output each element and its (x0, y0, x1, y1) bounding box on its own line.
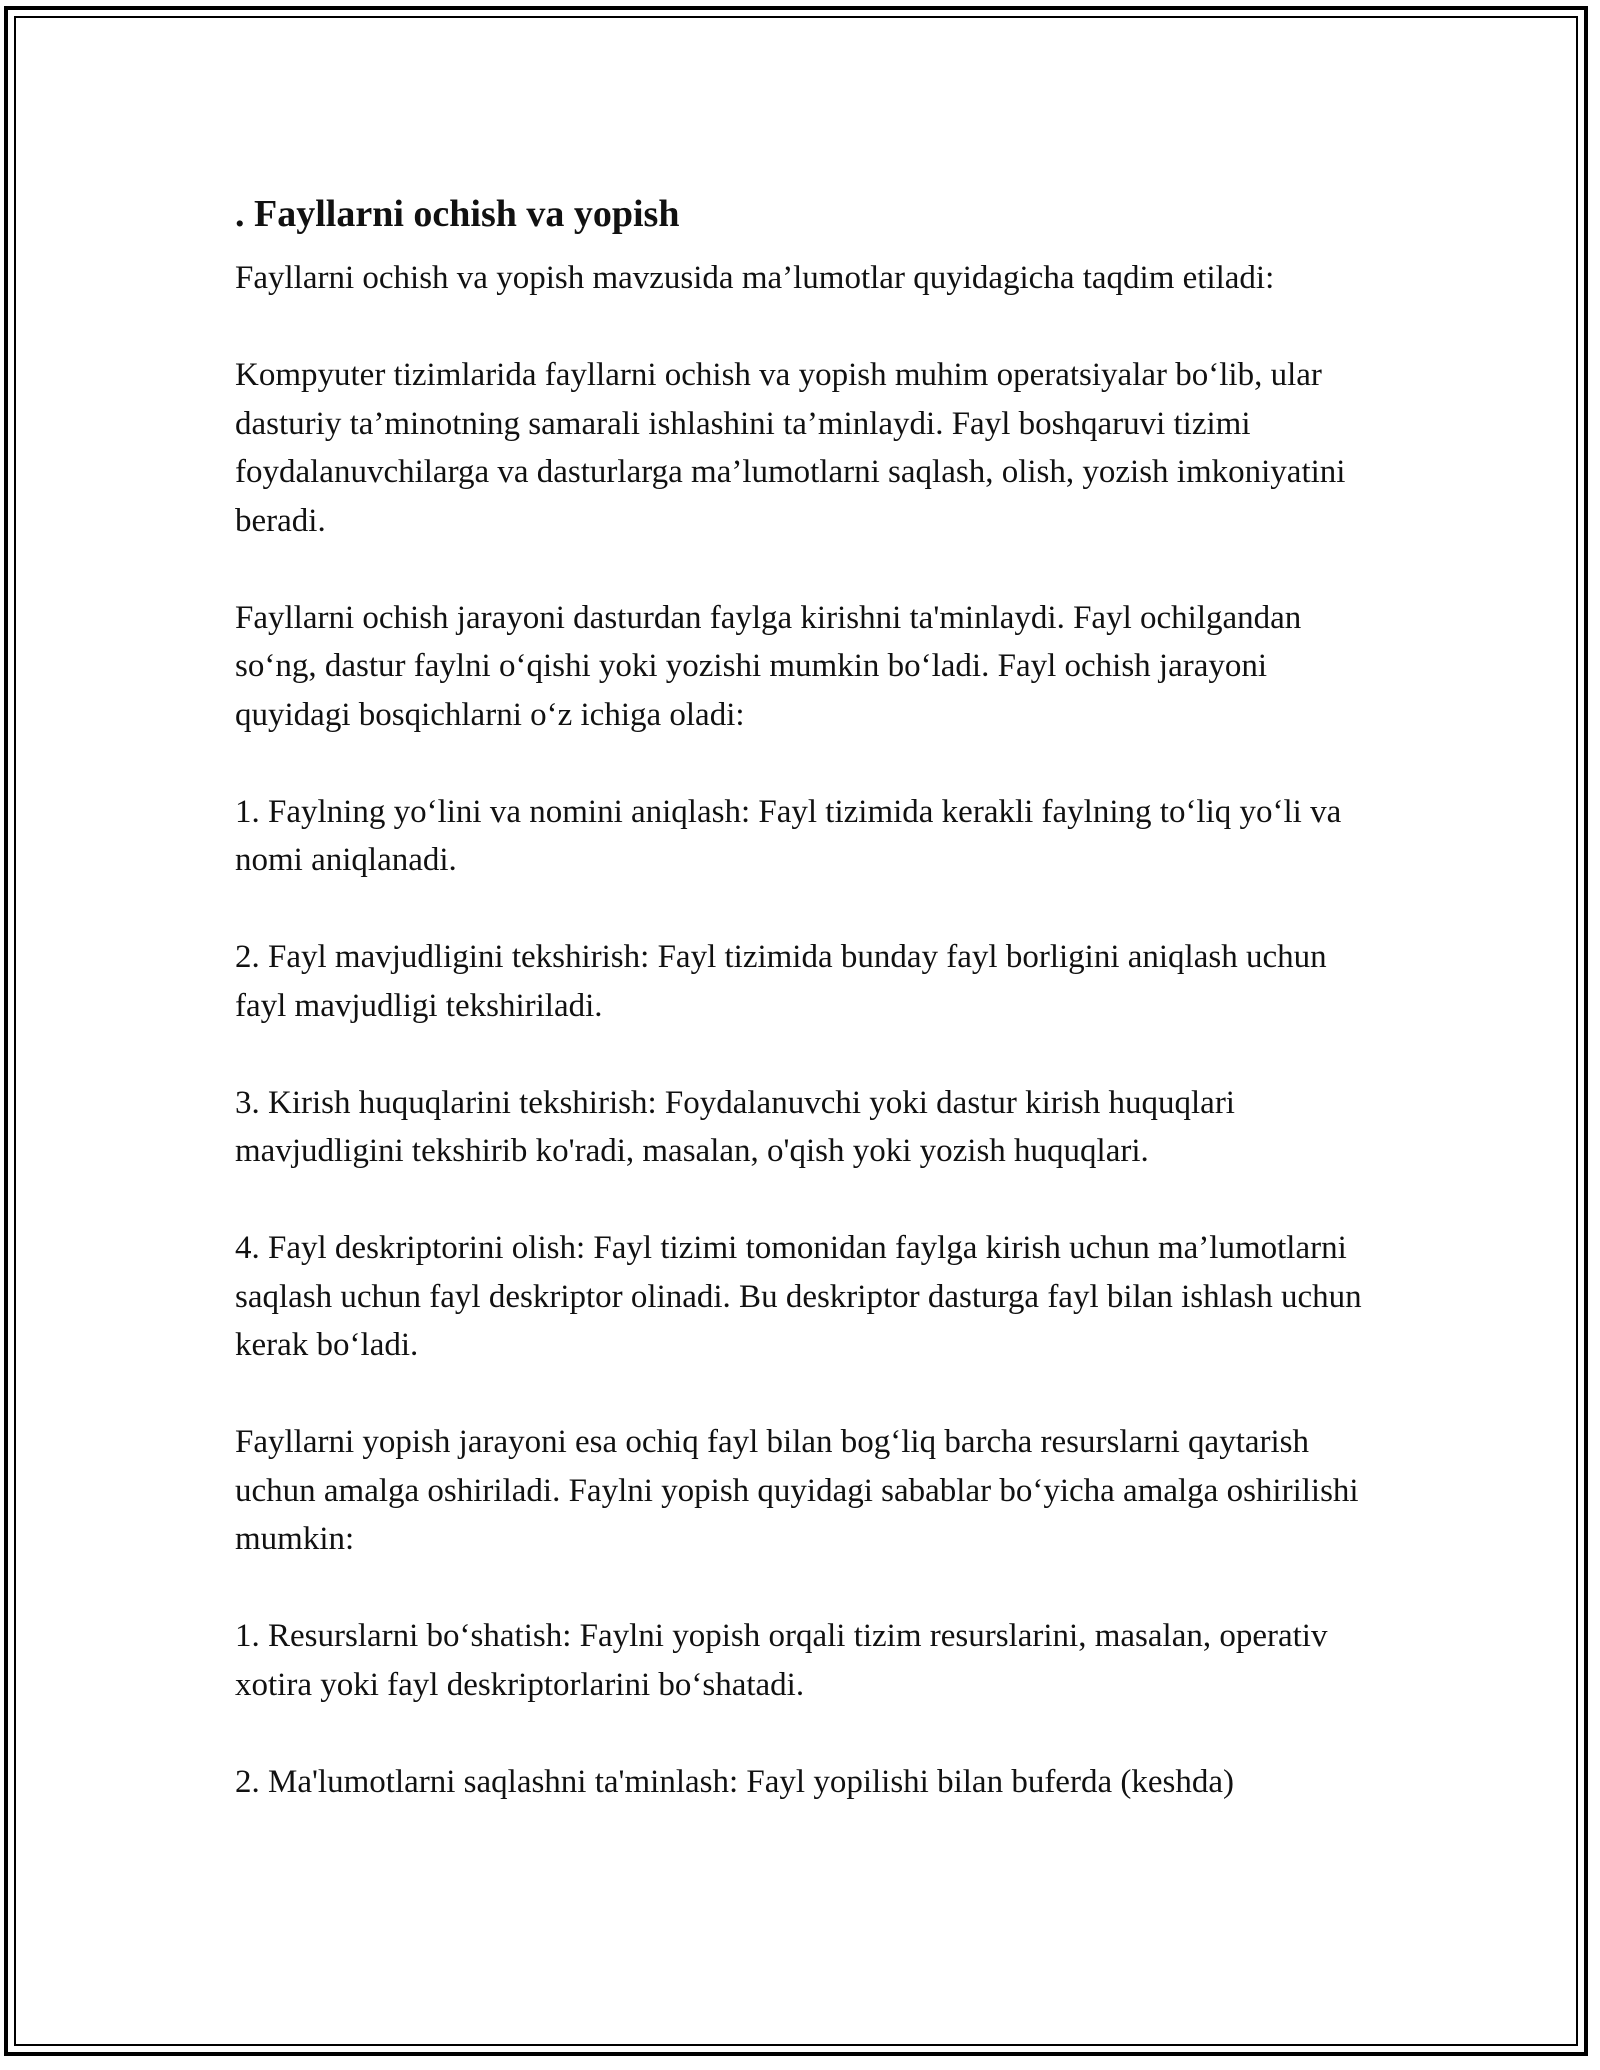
opening-process-paragraph: Fayllarni ochish jarayoni dasturdan faylga kirishni ta'minlaydi. Fayl ochilgandan so‘ng, dastur faylni o‘qishi yoki yozishi mumkin bo‘ladi. Fayl ochish jarayoni quyidagi bosqichlarni o‘z ichiga oladi: (235, 599, 1302, 733)
section-heading: . Fayllarni ochish va yopish (235, 193, 680, 235)
intro-paragraph: Fayllarni ochish va yopish mavzusida ma’lumotlar quyidagicha taqdim etiladi: (235, 260, 1275, 296)
document-body (235, 186, 1375, 1855)
close-reason-2: 2. Ma'lumotlarni saqlashni ta'minlash: Fayl yopilishi bilan buferda (keshda) (235, 1763, 1234, 1800)
overview-paragraph: Kompyuter tizimlarida fayllarni ochish va yopish muhim operatsiyalar bo‘lib, ular dasturiy ta’minotning samarali ishlashini ta’minlaydi. Fayl boshqaruvi tizimi foydalanuvchilarga va dasturlarga ma’lumotlarni saqlash, olish, yozish imkoniyatini beradi. (235, 357, 1346, 539)
open-step-1: 1. Faylning yo‘lini va nomini aniqlash: Fayl tizimida kerakli faylning to‘liq yo‘li va nomi aniqlanadi. (235, 793, 1342, 878)
open-step-3: 3. Kirish huquqlarini tekshirish: Foydalanuvchi yoki dastur kirish huquqlari mavjudligini tekshirib ko'radi, masalan, o'qish yoki yozish huquqlari. (235, 1084, 1235, 1169)
close-reason-1: 1. Resurslarni bo‘shatish: Faylni yopish orqali tizim resurslarini, masalan, operativ xotira yoki fayl deskriptorlarini bo‘shatadi. (235, 1618, 1328, 1703)
open-step-4: 4. Fayl deskriptorini olish: Fayl tizimi tomonidan faylga kirish uchun ma’lumotlarni saqlash uchun fayl deskriptor olinadi. Bu deskriptor dasturga fayl bilan ishlash uchun kerak bo‘ladi. (235, 1230, 1362, 1363)
closing-process-paragraph: Fayllarni yopish jarayoni esa ochiq fayl bilan bog‘liq barcha resurslarni qaytarish uchun amalga oshiriladi. Faylni yopish quyidagi sabablar bo‘yicha amalga oshirilishi mumkin: (235, 1424, 1359, 1557)
open-step-2: 2. Fayl mavjudligini tekshirish: Fayl tizimida bunday fayl borligini aniqlash uchun fayl mavjudligi tekshiriladi. (235, 939, 1327, 1024)
